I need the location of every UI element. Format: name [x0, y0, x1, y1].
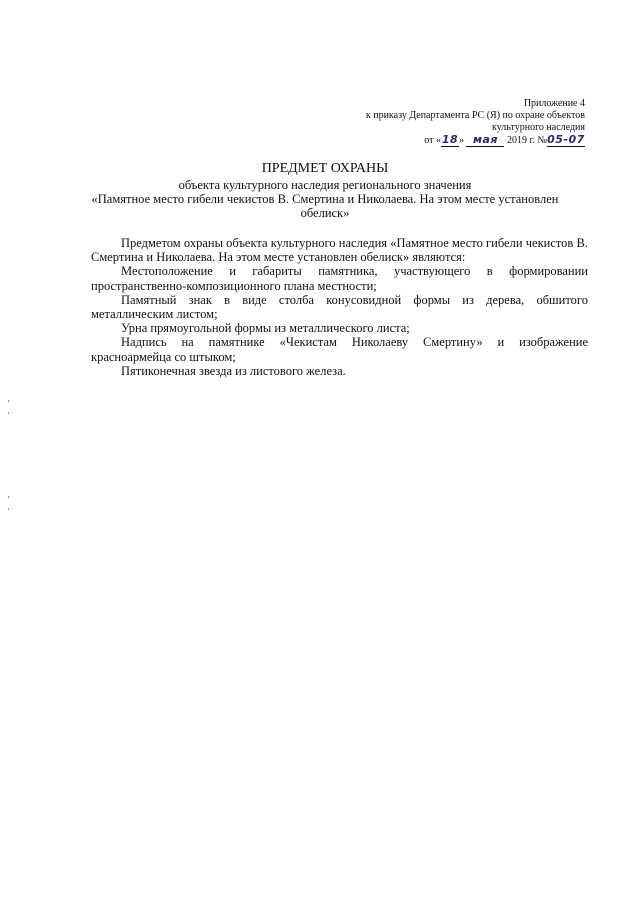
paragraph-location: Местоположение и габариты памятника, участвующего в формировании пространственно-композиционного плана местности;	[91, 264, 588, 293]
document-title: ПРЕДМЕТ ОХРАНЫ	[261, 161, 389, 176]
scan-mark	[8, 508, 9, 510]
title-subline-2: «Памятное место гибели чекистов В. Смертина и Николаева. На этом месте установлен	[91, 192, 559, 206]
order-year: 2019 г. №	[506, 135, 547, 146]
scan-mark	[8, 496, 9, 498]
paragraph-urn: Урна прямоугольной формы из металлического листа;	[121, 321, 410, 336]
order-reference: к приказу Департамента РС (Я) по охране объектов	[365, 110, 585, 121]
scan-mark	[8, 400, 9, 402]
paragraph-memorial-sign: Памятный знак в виде столба конусовидной формы из дерева, обшитого металлическим листом;	[91, 292, 588, 322]
paragraph-inscription: Надпись на памятнике «Чекистам Николаеву Смертину» и изображение красноармейца со штыком;	[91, 335, 588, 364]
order-date-line: от «18» мая 2019 г. №05-07	[424, 133, 585, 146]
title-subline-3: обелиск»	[300, 206, 350, 220]
order-number-handwritten: 05-07	[547, 133, 585, 146]
paragraph-intro: Предметом охраны объекта культурного наследия «Памятное место гибели чекистов В. Смертина и Николаева. На этом месте установлен обелиск» являются:	[91, 236, 588, 265]
appendix-label: Приложение 4	[523, 98, 585, 109]
title-subline-1: объекта культурного наследия регионального значения	[178, 178, 472, 192]
scan-mark	[8, 412, 9, 414]
protection-subject-list	[91, 236, 588, 378]
order-month-handwritten: мая	[466, 134, 504, 147]
order-day-handwritten: 18	[441, 133, 459, 146]
appendix-header	[285, 98, 585, 147]
paragraph-star: Пятиконечная звезда из листового железа.	[121, 363, 346, 378]
heritage-department: культурного наследия	[492, 122, 585, 133]
document-title-block	[70, 160, 580, 220]
